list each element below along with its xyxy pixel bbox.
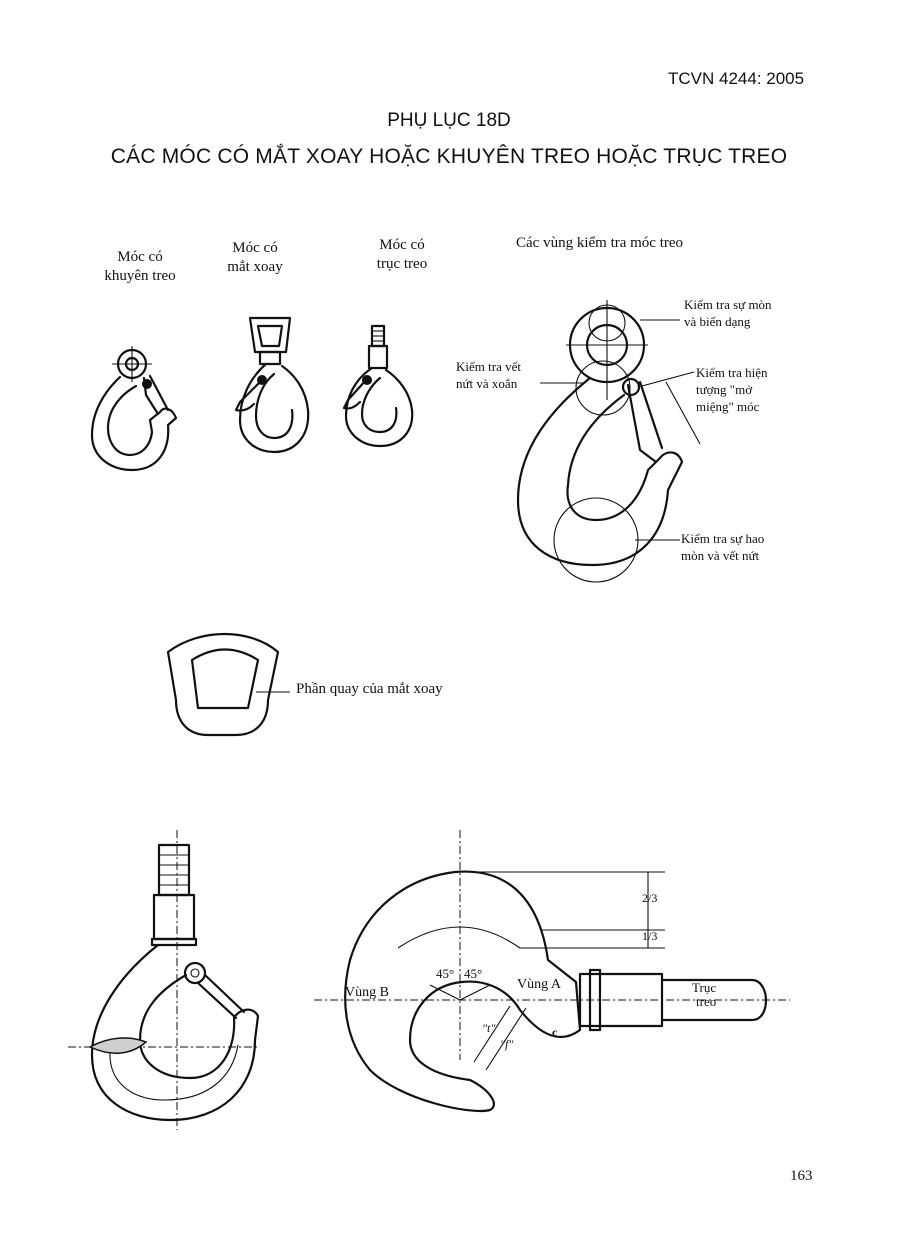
page-number: 163 — [790, 1168, 813, 1184]
shaft-label-line2: treo — [696, 994, 717, 1009]
appendix-heading: PHỤ LỤC 18D — [387, 110, 511, 131]
inspection-hook-illustration — [518, 300, 700, 582]
detailed-hook-illustration — [68, 830, 260, 1130]
note-opening-line2: tượng "mở — [696, 382, 753, 397]
note-opening-line1: Kiểm tra hiện — [696, 365, 768, 380]
note-wear-deform-line2: và biến dạng — [684, 314, 751, 329]
note-wear-deform-line1: Kiểm tra sự mòn — [684, 297, 772, 312]
fraction-one-third: 1/3 — [642, 929, 658, 943]
shank-hook-illustration — [344, 326, 412, 446]
eye-hook-illustration — [92, 346, 176, 470]
swivel-part-label: Phần quay của mắt xoay — [296, 681, 443, 697]
caption-eye-hook-line1: Móc có — [117, 249, 163, 265]
leader-opening — [642, 372, 694, 386]
latch-pin-dot — [142, 379, 152, 389]
inspection-heading: Các vùng kiểm tra móc treo — [516, 235, 684, 251]
angle-left-label: 45° — [436, 966, 455, 981]
caption-swivel-hook-line2: mắt xoay — [227, 259, 283, 275]
zone-b-label: Vùng B — [345, 985, 389, 1000]
shaft-label-line1: Trục — [692, 980, 717, 995]
cross-section-hatch — [90, 1038, 146, 1053]
standard-number: TCVN 4244: 2005 — [668, 69, 805, 88]
dim-t-label: "t" — [482, 1021, 496, 1035]
dim-f-label: "f" — [500, 1037, 514, 1051]
note-crack-twist-line1: Kiểm tra vết — [456, 359, 521, 374]
swivel-hook-illustration — [236, 318, 308, 452]
note-wear-crack-line1: Kiểm tra sự hao — [681, 531, 765, 546]
caption-swivel-hook-line1: Móc có — [232, 240, 278, 256]
note-wear-crack-line2: mòn và vết nứt — [681, 548, 760, 563]
swivel-part-illustration — [168, 634, 290, 735]
caption-eye-hook-line2: khuyên treo — [104, 268, 176, 284]
measurement-diagram — [314, 830, 790, 1111]
angle-right-label: 45° — [464, 966, 483, 981]
note-crack-twist-line2: nứt và xoắn — [456, 376, 518, 391]
mark-c-label: c — [552, 1025, 558, 1039]
latch-pin-dot — [257, 375, 267, 385]
caption-shank-hook-line1: Móc có — [379, 237, 425, 253]
fraction-two-thirds: 2/3 — [642, 891, 658, 905]
caption-shank-hook-line2: trục treo — [376, 256, 428, 272]
latch-pin-dot — [362, 375, 372, 385]
page-title: CÁC MÓC CÓ MẮT XOAY HOẶC KHUYÊN TREO HOẶC TRỤC TREO — [110, 145, 788, 168]
zone-a-label: Vùng A — [517, 977, 561, 992]
note-opening-line3: miệng" móc — [696, 399, 760, 414]
